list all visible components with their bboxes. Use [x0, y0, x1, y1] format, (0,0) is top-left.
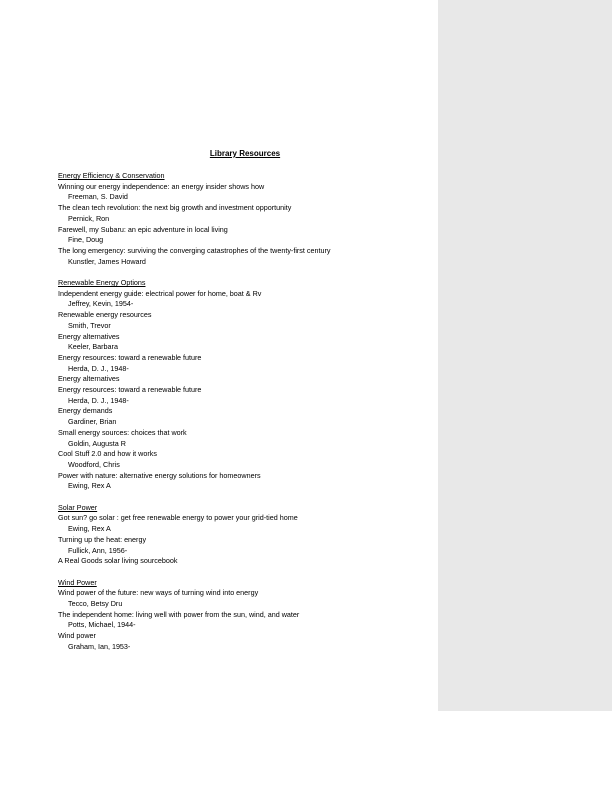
comment-pane	[438, 0, 612, 711]
resource-section	[58, 278, 436, 492]
book-title: A Real Goods solar living sourcebook	[58, 556, 178, 566]
book-title: Energy demands	[58, 406, 113, 416]
page-title: Library Resources	[209, 149, 281, 158]
book-title: Independent energy guide: electrical power for home, boat & Rv	[58, 288, 262, 298]
book-author: Kunstler, James Howard	[68, 256, 146, 266]
book-title: Energy alternatives	[58, 331, 120, 341]
resource-list	[58, 171, 436, 663]
book-title: Small energy sources: choices that work	[58, 427, 187, 437]
section-heading: Solar Power	[58, 502, 98, 512]
book-title: Got sun? go solar : get free renewable energy to power your grid-tied home	[58, 513, 298, 523]
book-author: Woodford, Chris	[68, 459, 120, 469]
book-author: Ewing, Rex A	[68, 481, 111, 491]
book-title: Renewable energy resources	[58, 310, 152, 320]
book-title: Turning up the heat: energy	[58, 534, 147, 544]
book-author: Herda, D. J., 1948-	[68, 395, 129, 405]
book-title: Wind power	[58, 631, 96, 641]
book-title: Energy resources: toward a renewable future	[58, 352, 202, 362]
section-heading: Energy Efficiency & Conservation	[58, 171, 165, 180]
book-author: Herda, D. J., 1948-	[68, 363, 129, 373]
book-title: Energy alternatives	[58, 374, 120, 384]
book-author: Ewing, Rex A	[68, 524, 111, 534]
resource-section	[58, 578, 436, 653]
book-author: Goldin, Augusta R	[68, 438, 126, 448]
book-title: The long emergency: surviving the converging catastrophes of the twenty-first century	[58, 245, 331, 255]
book-author: Jeffrey, Kevin, 1954-	[68, 299, 134, 309]
book-title: Energy resources: toward a renewable future	[58, 385, 202, 395]
section-heading: Wind Power	[58, 577, 97, 587]
book-title: The clean tech revolution: the next big growth and investment opportunity	[58, 203, 292, 213]
book-author: Smith, Trevor	[68, 320, 111, 330]
resource-section	[58, 503, 436, 567]
book-title: Winning our energy independence: an energy insider shows how	[58, 181, 265, 191]
book-author: Potts, Michael, 1944-	[68, 620, 136, 630]
book-author: Keeler, Barbara	[68, 342, 118, 352]
section-heading: Renewable Energy Options	[58, 278, 146, 288]
book-author: Graham, Ian, 1953-	[68, 641, 131, 651]
book-title: Farewell, my Subaru: an epic adventure in local living	[58, 224, 228, 234]
book-title: The independent home: living well with power from the sun, wind, and water	[58, 609, 300, 619]
book-title: Wind power of the future: new ways of turning wind into energy	[58, 588, 259, 598]
resource-section	[58, 171, 436, 267]
book-title: Power with nature: alternative energy solutions for homeowners	[58, 470, 261, 480]
book-author: Pernick, Ron	[68, 213, 110, 223]
book-author: Gardiner, Brian	[68, 417, 117, 427]
book-title: Cool Stuff 2.0 and how it works	[58, 449, 157, 459]
book-author: Tecco, Betsy Dru	[68, 599, 123, 609]
book-author: Freeman, S. David	[68, 192, 128, 202]
book-author: Fine, Doug	[68, 235, 104, 245]
book-author: Fullick, Ann, 1956-	[68, 545, 128, 555]
